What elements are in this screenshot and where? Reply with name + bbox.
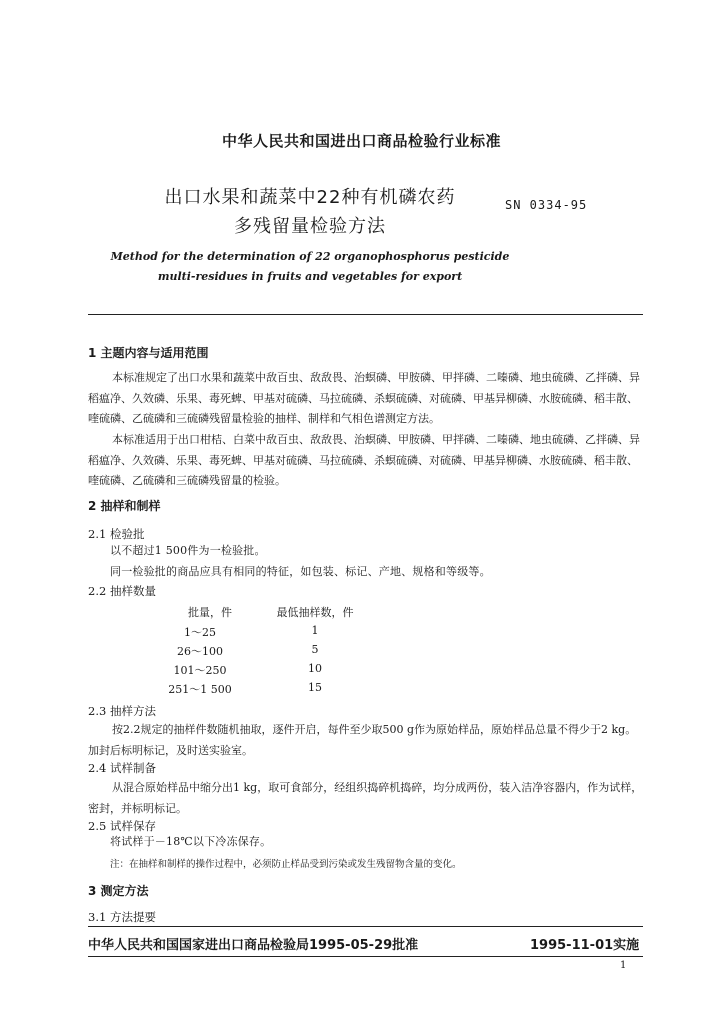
section-2-4-heading: 2.4 试样制备 <box>88 761 156 775</box>
section-2-2-heading: 2.2 抽样数量 <box>88 584 156 598</box>
section-2-4-paragraph: 从混合原始样品中缩分出1 kg，取可食部分，经组织捣碎机捣碎，均分成两份，装入洁净容器内，作为试样，密封，并标明标记。 <box>88 781 643 815</box>
table-cell-min: 10 <box>308 662 322 675</box>
table-header-batch: 批量，件 <box>188 606 232 619</box>
standard-number: SN 0334-95 <box>505 198 588 212</box>
english-title-line-2: multi-residues in fruits and vegetables for export <box>157 270 463 283</box>
table-cell-min: 5 <box>311 643 319 656</box>
table-cell-batch: 251～1 500 <box>168 683 232 696</box>
page-number: 1 <box>620 960 627 971</box>
footer-divider-bottom <box>88 956 643 957</box>
section-2-5-heading: 2.5 试样保存 <box>88 819 156 833</box>
table-cell-min: 15 <box>308 681 322 694</box>
footer-divider-top <box>88 926 643 927</box>
table-header-min-samples: 最低抽样数，件 <box>276 606 354 619</box>
section-1-paragraph-1: 本标准规定了出口水果和蔬菜中敌百虫、敌敌畏、治螟磷、甲胺磷、甲拌磷、二嗪磷、地虫硫磷、乙拌磷、异稻瘟净、久效磷、乐果、毒死蜱、甲基对硫磷、马拉硫磷、杀螟硫磷、对硫磷、甲基异柳磷、水胺硫磷、稻丰散、喹硫磷、乙硫磷和三硫磷残留量检验的抽样、制样和气相色谱测定方法。 <box>88 371 640 425</box>
approval-statement: 中华人民共和国国家进出口商品检验局1995-05-29批准 <box>88 938 419 953</box>
section-1-heading: 1 主题内容与适用范围 <box>88 346 209 360</box>
section-2-3-heading: 2.3 抽样方法 <box>88 704 156 718</box>
table-cell-batch: 26～100 <box>177 645 223 658</box>
implementation-date: 1995-11-01实施 <box>530 938 640 953</box>
header-divider <box>88 314 643 315</box>
section-2-3-paragraph: 按2.2规定的抽样件数随机抽取，逐件开启，每件至少取500 g作为原始样品，原始样品总量不得少于2 kg。加封后标明标记，及时送实验室。 <box>88 723 637 757</box>
document-title-line-2: 多残留量检验方法 <box>234 216 386 237</box>
section-3-1-heading: 3.1 方法提要 <box>88 910 156 924</box>
table-cell-batch: 101～250 <box>173 664 227 677</box>
section-3-heading: 3 测定方法 <box>88 884 149 898</box>
section-2-5-line: 将试样于－18℃以下冷冻保存。 <box>110 835 272 848</box>
table-cell-batch: 1～25 <box>184 626 216 639</box>
section-2-5-note: 注：在抽样和制样的操作过程中，必须防止样品受到污染或发生残留物含量的变化。 <box>110 859 462 870</box>
section-2-heading: 2 抽样和制样 <box>88 499 161 513</box>
section-2-1-line-2: 同一检验批的商品应具有相同的特征，如包装、标记、产地、规格和等级等。 <box>110 565 491 578</box>
document-title-line-1: 出口水果和蔬菜中22种有机磷农药 <box>164 187 456 208</box>
section-2-1-heading: 2.1 检验批 <box>88 527 145 541</box>
table-cell-min: 1 <box>311 624 319 637</box>
document-org-header: 中华人民共和国进出口商品检验行业标准 <box>221 132 501 150</box>
english-title-line-1: Method for the determination of 22 organophosphorus pesticide <box>110 250 510 263</box>
section-1-paragraph-2: 本标准适用于出口柑桔、白菜中敌百虫、敌敌畏、治螟磷、甲胺磷、甲拌磷、二嗪磷、地虫硫磷、乙拌磷、异稻瘟净、久效磷、乐果、毒死蜱、甲基对硫磷、马拉硫磷、杀螟硫磷、对硫磷、甲基异柳磷、水胺硫磷、稻丰散、喹硫磷、乙硫磷和三硫磷残留量的检验。 <box>88 433 640 487</box>
section-2-1-line-1: 以不超过1 500件为一检验批。 <box>110 544 266 557</box>
